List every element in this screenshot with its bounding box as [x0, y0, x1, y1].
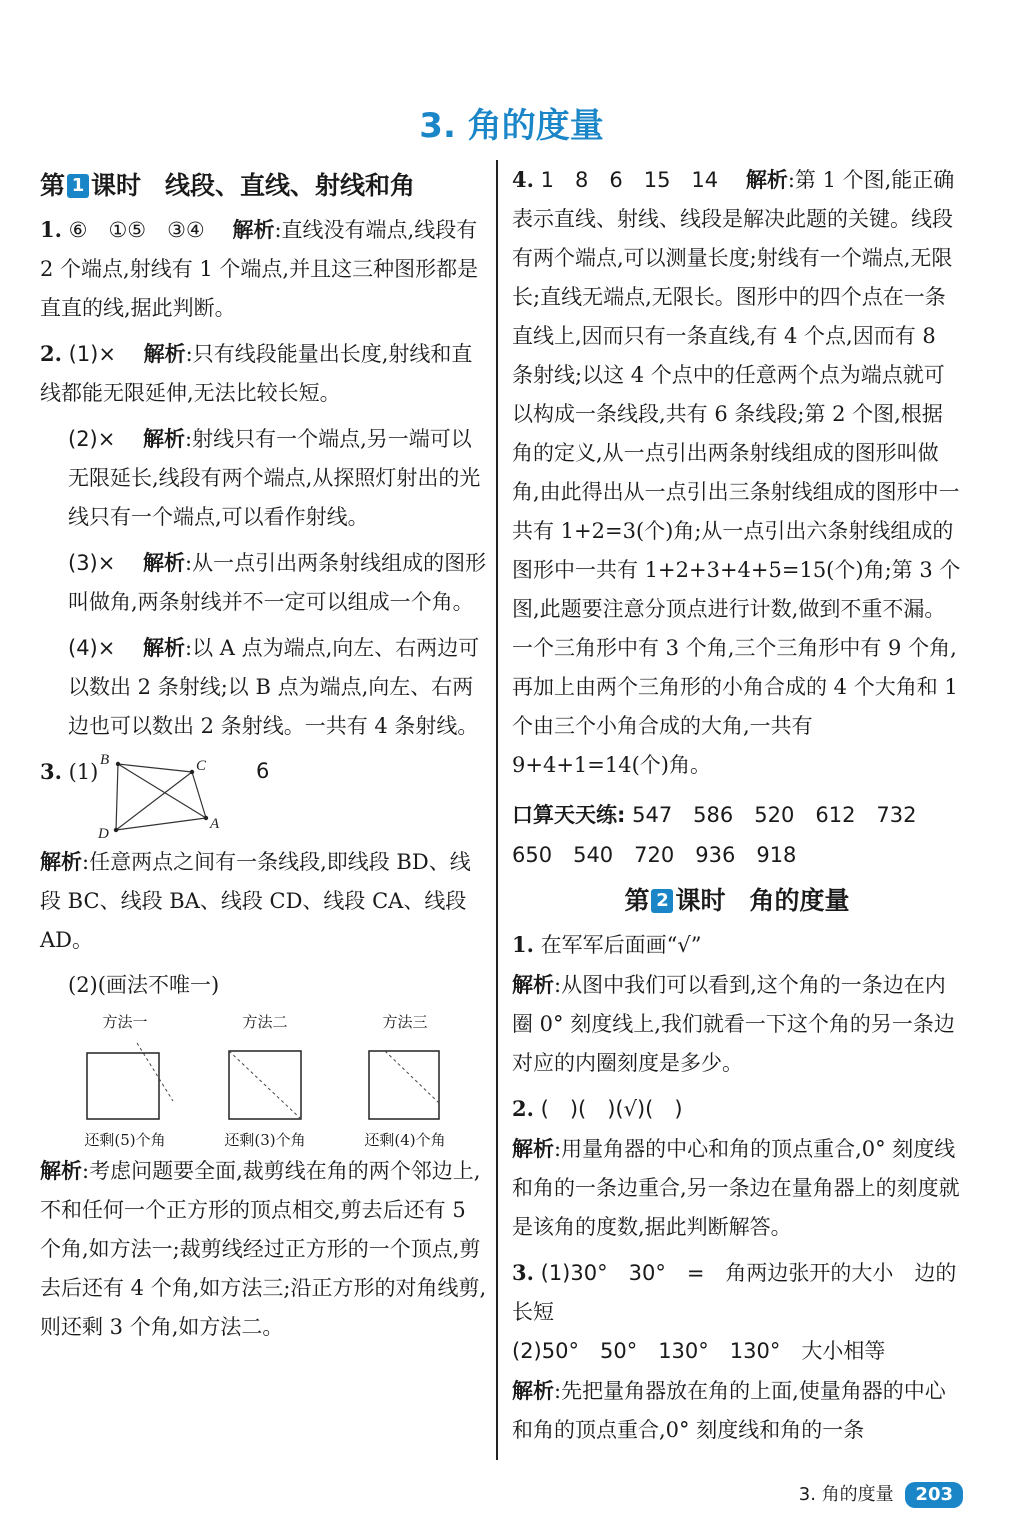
r-l2-q2-num: 2. [512, 1096, 534, 1121]
lesson2-post: 课时 [675, 886, 726, 915]
l-q1-answer: ⑥ ①⑤ ③④ [68, 218, 205, 242]
lesson1-pre: 第 [40, 171, 66, 200]
r-q4 [512, 160, 962, 785]
l-q2-p4-analysis: :以 A 点为端点,向左、右两边可以数出 2 条射线;以 B 点为端点,向左、右两边也可以数出 2 条射线。一共有 4 条射线。 [68, 636, 480, 738]
method-1-remain: 还剩(5)个角 [84, 1131, 166, 1149]
method-3-remain: 还剩(4)个角 [364, 1131, 446, 1149]
method-3-square-figure [355, 1041, 455, 1123]
method-2-title: 方法二 [242, 1013, 288, 1031]
point-label-b: B [100, 752, 110, 768]
r-q4-analysis: :第 1 个图,能正确表示直线、射线、线段是解决此题的关键。线段有两个端点,可以测量长度;射线有一个端点,无限长;直线无端点,无限长。图形中的四个点在一条直线上,因而只有一条直线,有 4 个点,因而有 8 条射线;以这 4 个点中的任意两个点为端点就可以构成一条线段,共有 6 条线段;第 2 个图,根据角的定义,从一点引出两条射线组成的图形叫做角,由此得出从一点引出三条射线组成的图形中一共有 1+2=3(个)角;从一点引出六条射线组成的图形中一共有 1+2+3+4+5=15(个)角;第 3 个图,此题要注意分顶点进行计数,做到不重不漏。一个三角形中有 3 个角,三个三角形中有 9 个角,再加上由两个三角形的小角合成的 4 个大角和 1 个由三个小角合成的大角,一共有 9+4+1=14(个)角。 [512, 168, 961, 777]
r-l2-q2-analysis-label: 解析 [512, 1136, 554, 1161]
footer-chapter-title: 3. 角的度量 [798, 1484, 894, 1505]
l-q2-p2-analysis: :射线只有一个端点,另一端可以无限延长,线段有两个端点,从探照灯射出的光线只有一个端点,可以看作射线。 [68, 427, 481, 529]
method-2-remain: 还剩(3)个角 [224, 1131, 306, 1149]
r-l2-q1-answer: 在军军后面画“√” [540, 933, 702, 957]
r-l2-q1-analysis-label: 解析 [512, 972, 554, 997]
l-q2-p2-answer: (2)× [68, 427, 116, 451]
lesson1-number-badge: 1 [67, 174, 89, 198]
l-q1-num: 1. [40, 217, 62, 242]
lesson2-heading [512, 881, 962, 921]
r-q4-answer: 1 8 6 15 14 [540, 168, 719, 192]
four-points-segments-figure [96, 752, 246, 840]
r-l2-q1-num: 1. [512, 932, 534, 957]
left-column [40, 160, 490, 1353]
point-label-d: D [98, 826, 109, 840]
l-q3-num: 3. [40, 759, 62, 784]
l-q3-analysis2-label: 解析 [40, 1158, 82, 1183]
cut-methods [60, 1011, 470, 1151]
l-q2-p4-answer: (4)× [68, 636, 116, 660]
r-l2-q3-num: 3. [512, 1260, 534, 1285]
daily-mental-math-line2: 650 540 720 936 918 [512, 843, 797, 867]
lesson2-number-badge: 2 [651, 889, 673, 913]
lesson1-heading [40, 166, 490, 206]
l-q3-p2-label: (2)(画法不唯一) [68, 973, 220, 997]
daily-mental-math-line1: 547 586 520 612 732 [632, 803, 917, 827]
l-q2-p4 [40, 628, 490, 746]
l-q2-p3 [40, 543, 490, 622]
method-1-title: 方法一 [102, 1013, 148, 1031]
page-footer [799, 1482, 963, 1508]
method-3-title: 方法三 [382, 1013, 428, 1031]
lesson1-topic: 线段、直线、射线和角 [165, 171, 416, 200]
page-title: 3. 角的度量 [419, 106, 604, 146]
r-l2-q1-analysis: :从图中我们可以看到,这个角的一条边在内圈 0° 刻度线上,我们就看一下这个角的另一条边对应的内圈刻度是多少。 [512, 973, 955, 1075]
method-3 [340, 1011, 470, 1151]
column-divider [496, 160, 498, 1460]
r-q4-num: 4. [512, 167, 534, 192]
r-l2-q3-p1-answer: (1)30° 30° = 角两边张开的大小 边的长短 [512, 1261, 957, 1324]
daily-mental-math-label: 口算天天练: [512, 803, 626, 827]
l-q2-num: 2. [40, 341, 62, 366]
l-q2-p3-answer: (3)× [68, 551, 116, 575]
l-q2-p2 [40, 419, 490, 537]
l-q1-analysis-label: 解析 [232, 217, 275, 242]
l-q2-p4-analysis-label: 解析 [143, 635, 186, 660]
method-1-square-figure [75, 1041, 175, 1123]
l-q2-p1-analysis-label: 解析 [143, 341, 186, 366]
r-l2-q1 [512, 925, 962, 1083]
r-q4-analysis-label: 解析 [745, 167, 788, 192]
method-1 [60, 1011, 190, 1151]
page-number: 203 [905, 1482, 963, 1508]
r-l2-q3-analysis: :先把量角器放在角的上面,使量角器的中心和角的顶点重合,0° 刻度线和角的一条 [512, 1379, 946, 1442]
daily-mental-math [512, 795, 962, 875]
method-2 [200, 1011, 330, 1151]
l-q3-analysis1 [40, 842, 490, 960]
l-q3-p1-answer: 6 [256, 759, 270, 783]
lesson2-pre: 第 [624, 886, 650, 915]
lesson1-post: 课时 [91, 171, 142, 200]
r-l2-q3 [512, 1253, 962, 1450]
r-l2-q2-answer: ( )( )(√)( ) [540, 1097, 683, 1121]
l-q2-p2-analysis-label: 解析 [143, 426, 186, 451]
r-l2-q3-p2-answer: (2)50° 50° 130° 130° 大小相等 [512, 1339, 886, 1363]
l-q1-analysis: :直线没有端点,线段有 2 个端点,射线有 1 个端点,并且这三种图形都是直直的线,据此判断。 [40, 218, 479, 320]
l-q3-p1 [40, 752, 490, 842]
l-q2-p1 [40, 334, 490, 413]
l-q2-p1-analysis: :只有线段能量出长度,射线和直线都能无限延伸,无法比较长短。 [40, 342, 473, 405]
lesson2-topic: 角的度量 [749, 886, 850, 915]
l-q1 [40, 210, 490, 328]
r-l2-q2 [512, 1089, 962, 1247]
point-label-c: C [196, 758, 207, 774]
method-2-square-figure [215, 1041, 315, 1123]
l-q3-analysis2-text: :考虑问题要全面,裁剪线在角的两个邻边上,不和任何一个正方形的顶点相交,剪去后还有 5 个角,如方法一;裁剪线经过正方形的一个顶点,剪去后还有 4 个角,如方法三;沿正方形的对角线剪,则还剩 3 个角,如方法二。 [40, 1159, 487, 1339]
r-l2-q3-analysis-label: 解析 [512, 1378, 554, 1403]
l-q3-analysis2 [40, 1151, 490, 1347]
l-q3-analysis1-text: :任意两点之间有一条线段,即线段 BD、线段 BC、线段 BA、线段 CD、线段 CA、线段 AD。 [40, 850, 471, 952]
l-q3-p1-label: (1) [68, 760, 99, 784]
l-q3-analysis1-label: 解析 [40, 849, 82, 874]
l-q2-p3-analysis-label: 解析 [143, 550, 186, 575]
l-q2-p1-answer: (1)× [68, 342, 116, 366]
right-column [512, 160, 962, 1456]
point-label-a: A [210, 816, 220, 832]
l-q2-p3-analysis: :从一点引出两条射线组成的图形叫做角,两条射线并不一定可以组成一个角。 [68, 551, 487, 614]
r-l2-q2-analysis: :用量角器的中心和角的顶点重合,0° 刻度线和角的一条边重合,另一条边在量角器上的刻度就是该角的度数,据此判断解答。 [512, 1137, 960, 1239]
